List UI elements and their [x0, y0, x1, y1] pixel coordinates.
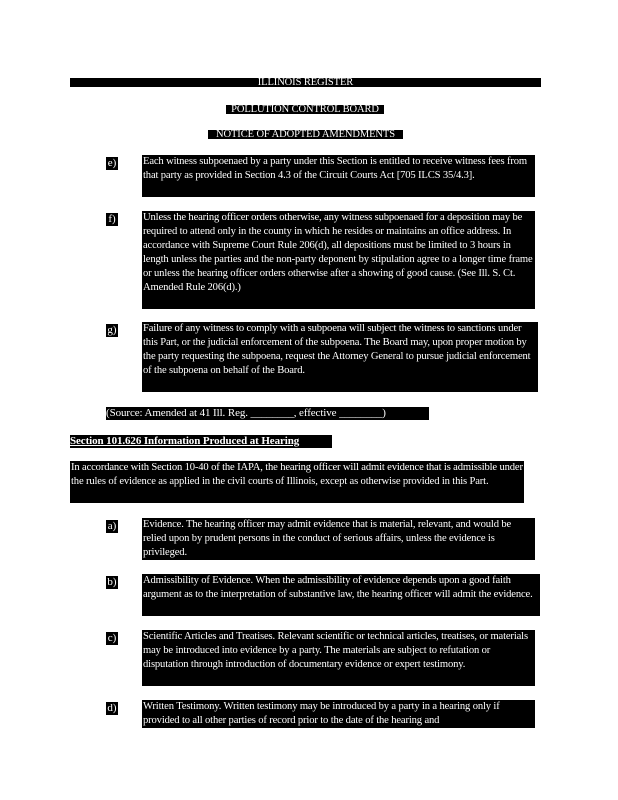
intro-paragraph: In accordance with Section 10-40 of the IAPA, the hearing officer will admit evidence that is admissible under the rules of evidence as applied in the civil courts of Illinois, except as otherwise provided in this Part.: [70, 461, 524, 503]
section-heading: Section 101.626 Information Produced at Hearing: [70, 435, 332, 448]
item-label-b: b): [107, 576, 117, 588]
item-text-d: Written Testimony. Written testimony may be introduced by a party in a hearing only if provided to all other parties of record prior to the date of the hearing and: [142, 700, 535, 728]
item-label-c: c): [107, 632, 117, 644]
item-label-f: f): [106, 213, 118, 226]
item-label-d: d): [107, 702, 117, 714]
item-label-a: a): [107, 520, 117, 532]
source-note: (Source: Amended at 41 Ill. Reg. ________, effective ________): [106, 407, 429, 420]
item-text-b: Admissibility of Evidence. When the admissibility of evidence depends upon a good faith argument as to the interpretation of substantive law, the hearing officer will admit the evidence.: [142, 574, 540, 616]
item-text-c: Scientific Articles and Treatises. Relevant scientific or technical articles, treatises, or materials may be introduced into evidence by a party. The materials are subject to refutation or disputation through introduction of documentary evidence or expert testimony.: [142, 630, 535, 686]
item-label-e: e): [107, 157, 117, 169]
item-label-g: g): [107, 324, 117, 336]
item-text-g: Failure of any witness to comply with a subpoena will subject the witness to sanctions under this Part, or the judicial enforcement of the subpoena. The Board may, upon proper motion by the party requesting the subpoena, request the Attorney General to pursue judicial enforcement of the subpoena on behalf of the Board.: [142, 322, 538, 392]
board-name: POLLUTION CONTROL BOARD: [226, 105, 384, 114]
item-text-e: Each witness subpoenaed by a party under this Section is entitled to receive witness fees from that party as provided in Section 4.3 of the Circuit Courts Act [705 ILCS 35/4.3].: [142, 155, 535, 197]
item-text-a: Evidence. The hearing officer may admit evidence that is material, relevant, and would be relied upon by prudent persons in the conduct of serious affairs, unless the evidence is privileged.: [142, 518, 535, 560]
notice-title: NOTICE OF ADOPTED AMENDMENTS: [208, 130, 403, 139]
item-text-f: Unless the hearing officer orders otherwise, any witness subpoenaed for a deposition may be required to attend only in the county in which he resides or maintains an office address. In accordance with Supreme Court Rule 206(d), all depositions must be limited to 3 hours in length unless the parties and the non-party deponent by stipulation agree to a longer time frame or unless the hearing officer orders otherwise after a showing of good cause. (See Ill. S. Ct. Amended Rule 206(d).): [142, 211, 535, 309]
register-header: ILLINOIS REGISTER: [70, 78, 541, 87]
